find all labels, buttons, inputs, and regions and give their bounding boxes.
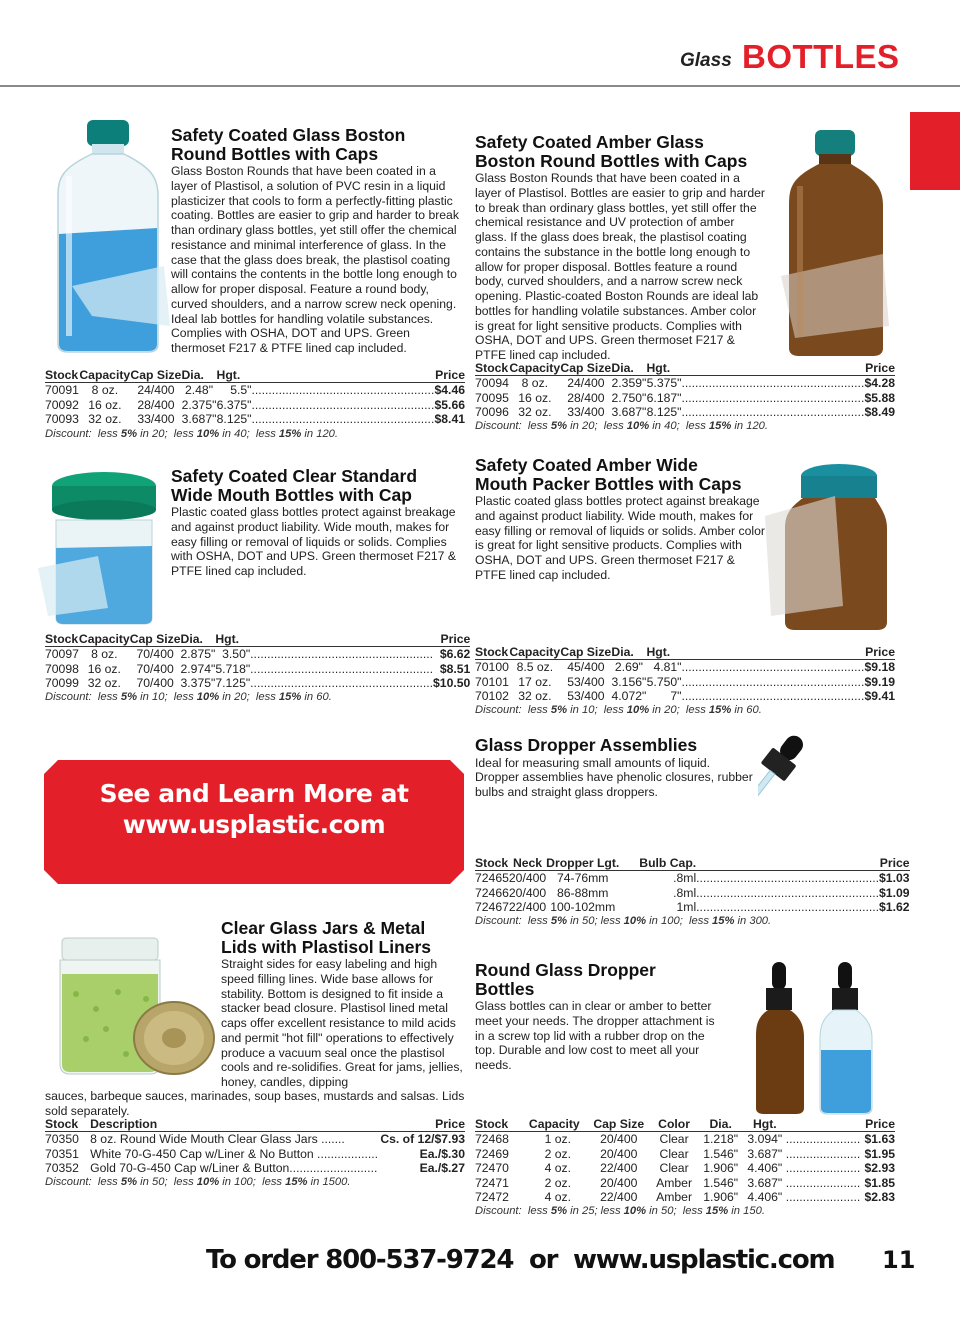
glass-jar-and-lid-image <box>56 934 216 1082</box>
table-row: 70097 8 oz. 70/400 2.875" 3.50" ...................................................... $6.62 <box>45 647 471 662</box>
page-number: 11 <box>882 1246 916 1274</box>
dropper-assemblies-table <box>475 856 910 915</box>
jars-description-continued: sauces, barbeque sauces, marinades, soup bases, mustards and salsas. Lids sold separately. <box>45 1089 465 1118</box>
table-row: 70100 8.5 oz. 45/400 2.69" 4.81" ...................................................... $9.18 <box>475 660 895 675</box>
dropper-assemblies-discount: Discount: less 5% in 50; less 10% in 100; less 15% in 300. <box>475 915 772 927</box>
jars-table <box>45 1117 465 1176</box>
promo-banner[interactable] <box>44 760 464 884</box>
dropper-assemblies-description: Ideal for measuring small amounts of liquid. Dropper assemblies have phenolic closures, rubber bulbs and straight glass droppers. <box>475 755 753 799</box>
table-row: 70092 16 oz. 28/400 2.375" 6.375" ...................................................... $5.66 <box>45 397 465 412</box>
table-row: 72471 2 oz. 20/400 Amber 1.546" 3.687" ...................... $1.85 <box>475 1175 895 1190</box>
clear-wide-mouth-bottle-image <box>38 468 164 626</box>
table-header-row: Stock Capacity Cap Size Dia. Hgt. Price <box>475 645 895 660</box>
clear-wide-discount: Discount: less 5% in 10; less 10% in 20; less 15% in 60. <box>45 691 332 703</box>
clear-boston-table <box>45 368 465 427</box>
amber-boston-description: Glass Boston Rounds that have been coated in a layer of Plastisol. Bottles are easier to grip and harder to break than ordinary glass bottles, yet still offer the chemical resistance and UV protection of amber glass. If the glass does break, the plastisol coating contains the substance in the bottle long enough to allow for proper disposal. Bottles feature a round body, curved shoulders, and a narrow screw neck opening. Plastic-coated Boston Rounds are ideal lab bottles for handling volatile substances. Amber color is great for light sensitive products. Complies with OSHA, DOT and UPS. Green thermoset F217 & PTFE lined cap included. <box>475 171 765 362</box>
table-header-row: Stock Description Price <box>45 1117 465 1132</box>
table-row: 70094 8 oz. 24/400 2.359" 5.375" ...................................................... $4.28 <box>475 376 895 391</box>
clear-boston-title: Safety Coated Glass Boston Round Bottles with Caps <box>171 125 406 164</box>
table-row: 72470 4 oz. 22/400 Clear 1.906" 4.406" ...................... $2.93 <box>475 1161 895 1176</box>
table-row: 72465 20/400 74-76mm .8ml ...................................................... $1.03 <box>475 871 910 886</box>
table-row: 70351 White 70-G-450 Cap w/Liner & No Button .................. Ea./$.30 <box>45 1146 465 1161</box>
clear-boston-discount: Discount: less 5% in 20; less 10% in 40; less 15% in 120. <box>45 428 339 440</box>
jars-title: Clear Glass Jars & Metal Lids with Plastisol Liners <box>221 918 432 957</box>
table-row: 70099 32 oz. 70/400 3.375" 7.125" ...................................................... $10.50 <box>45 676 471 691</box>
amber-wide-description: Plastic coated glass bottles protect against breakage and against product liability. Wide mouth, makes for easy filling or removal of liquids or solids. Amber color is great for light sensitive products. Complies with OSHA, DOT and UPS. Green thermoset F217 & PTFE lined cap included. <box>475 494 765 582</box>
jars-discount: Discount: less 5% in 50; less 10% in 100; less 15% in 1500. <box>45 1176 351 1188</box>
clear-wide-section <box>171 467 463 579</box>
dropper-assemblies-section <box>475 736 755 800</box>
order-footer[interactable]: To order 800-537-9724 or www.usplastic.com <box>206 1245 835 1275</box>
table-header-row: Stock Neck Dropper Lgt. Bulb Cap. Price <box>475 856 910 871</box>
dropper-bottles-discount: Discount: less 5% in 25; less 10% in 50; less 15% in 150. <box>475 1205 765 1217</box>
table-row: 70093 32 oz. 33/400 3.687" 8.125" ...................................................... $8.41 <box>45 412 465 427</box>
jars-description: Straight sides for easy labeling and high speed filling lines. Wide base allows for stability. Bottom is designed to fit inside a stacker bead closure. Plastisol lined metal caps offer excellent resistance to mild acids and permit "hot fill" operations to effectively produce a vacuum seal once the plastisol cools and re-solidifies. Great for jams, jellies, honey, candles, dipping <box>221 957 463 1089</box>
header-title: BOTTLES <box>742 38 900 75</box>
clear-wide-title: Safety Coated Clear Standard Wide Mouth Bottles with Cap <box>171 466 418 505</box>
amber-wide-section <box>475 456 767 583</box>
glass-dropper-image <box>758 734 892 852</box>
table-row: 70098 16 oz. 70/400 2.974" 5.718" ...................................................... $8.51 <box>45 661 471 676</box>
clear-wide-table <box>45 632 470 691</box>
amber-wide-table <box>475 645 895 704</box>
dropper-bottles-image <box>752 958 892 1118</box>
table-row: 72469 2 oz. 20/400 Clear 1.546" 3.687" ...................... $1.95 <box>475 1146 895 1161</box>
dropper-bottles-section <box>475 961 725 1073</box>
promo-text: See and Learn More at www.usplastic.com <box>99 779 409 839</box>
table-row: 70101 17 oz. 53/400 3.156" 5.750" ...................................................... $9.19 <box>475 674 895 689</box>
table-row: 70096 32 oz. 33/400 3.687" 8.125" ...................................................... $8.49 <box>475 405 895 420</box>
clear-boston-bottle-image <box>52 116 170 356</box>
table-header-row: Stock Capacity Cap Size Color Dia. Hgt. Price <box>475 1117 895 1132</box>
table-row: 72466 20/400 86-88mm .8ml ...................................................... $1.09 <box>475 885 910 900</box>
dropper-bottles-title: Round Glass Dropper Bottles <box>475 960 656 999</box>
table-row: 70091 8 oz. 24/400 2.48" 5.5" ...................................................... $4.46 <box>45 383 465 398</box>
clear-boston-section <box>171 126 463 356</box>
amber-wide-discount: Discount: less 5% in 10; less 10% in 20; less 15% in 60. <box>475 704 762 716</box>
jars-section <box>221 919 465 1090</box>
table-row: 72467 22/400 100-102mm 1ml ...................................................... $1.62 <box>475 900 910 915</box>
table-header-row: Stock Capacity Cap Size Dia. Hgt. Price <box>45 632 471 647</box>
dropper-assemblies-title: Glass Dropper Assemblies <box>475 735 698 755</box>
header-category: Glass <box>680 50 732 71</box>
amber-boston-title: Safety Coated Amber Glass Boston Round Bottles with Caps <box>475 132 748 171</box>
amber-boston-bottle-image <box>775 126 890 358</box>
table-row: 70350 8 oz. Round Wide Mouth Clear Glass Jars ....... Cs. of 12/$7.93 <box>45 1132 465 1147</box>
amber-boston-section <box>475 133 775 363</box>
table-header-row: Stock Capacity Cap Size Dia. Hgt. Price <box>45 368 465 383</box>
clear-boston-description: Glass Boston Rounds that have been coated in a layer of Plastisol, a solution of PVC resin in a liquid plasticizer that cools to form a perfectly-fitting plastic coating. Bottles are easier to grip and harder to break than ordinary glass bottles, yet still offer the chemical resistance and minimal interference of glass. In the case that the glass does break, the plastisol coating will contains the contents in the bottle long enough to allow for proper disposal. Feature a round body, curved shoulders, and a narrow screw neck opening. Ideal lab bottles for handling volatile substances. Complies with OSHA, DOT and UPS. Green thermoset F217 & PTFE lined cap included. <box>171 164 459 355</box>
table-row: 70102 32 oz. 53/400 4.072" 7" ...................................................... $9.41 <box>475 689 895 704</box>
amber-wide-title: Safety Coated Amber Wide Mouth Packer Bottles with Caps <box>475 455 742 494</box>
header-rule <box>0 85 960 87</box>
dropper-bottles-table <box>475 1117 895 1205</box>
amber-wide-mouth-bottle-image <box>765 456 890 632</box>
table-row: 72472 4 oz. 22/400 Amber 1.906" 4.406" ...................... $2.83 <box>475 1190 895 1205</box>
table-row: 70095 16 oz. 28/400 2.750" 6.187" ...................................................... $5.88 <box>475 390 895 405</box>
section-tab <box>910 112 960 190</box>
table-header-row: Stock Capacity Cap Size Dia. Hgt. Price <box>475 361 895 376</box>
amber-boston-discount: Discount: less 5% in 20; less 10% in 40; less 15% in 120. <box>475 420 769 432</box>
amber-boston-table <box>475 361 895 420</box>
dropper-bottles-description: Glass bottles can in clear or amber to better meet your needs. The dropper attachment is in a screw top lid with a rubber drop on the top. Durable and low cost to meet all your needs. <box>475 999 715 1072</box>
table-row: 70352 Gold 70-G-450 Cap w/Liner & Button.......................... Ea./$.27 <box>45 1161 465 1176</box>
table-row: 72468 1 oz. 20/400 Clear 1.218" 3.094" ...................... $1.63 <box>475 1132 895 1147</box>
clear-wide-description: Plastic coated glass bottles protect against breakage and against product liability. Wide mouth, makes for easy filling or removal of liquids or solids. Complies with OSHA, DOT and UPS. Green thermoset F217 & PTFE lined cap included. <box>171 505 456 578</box>
